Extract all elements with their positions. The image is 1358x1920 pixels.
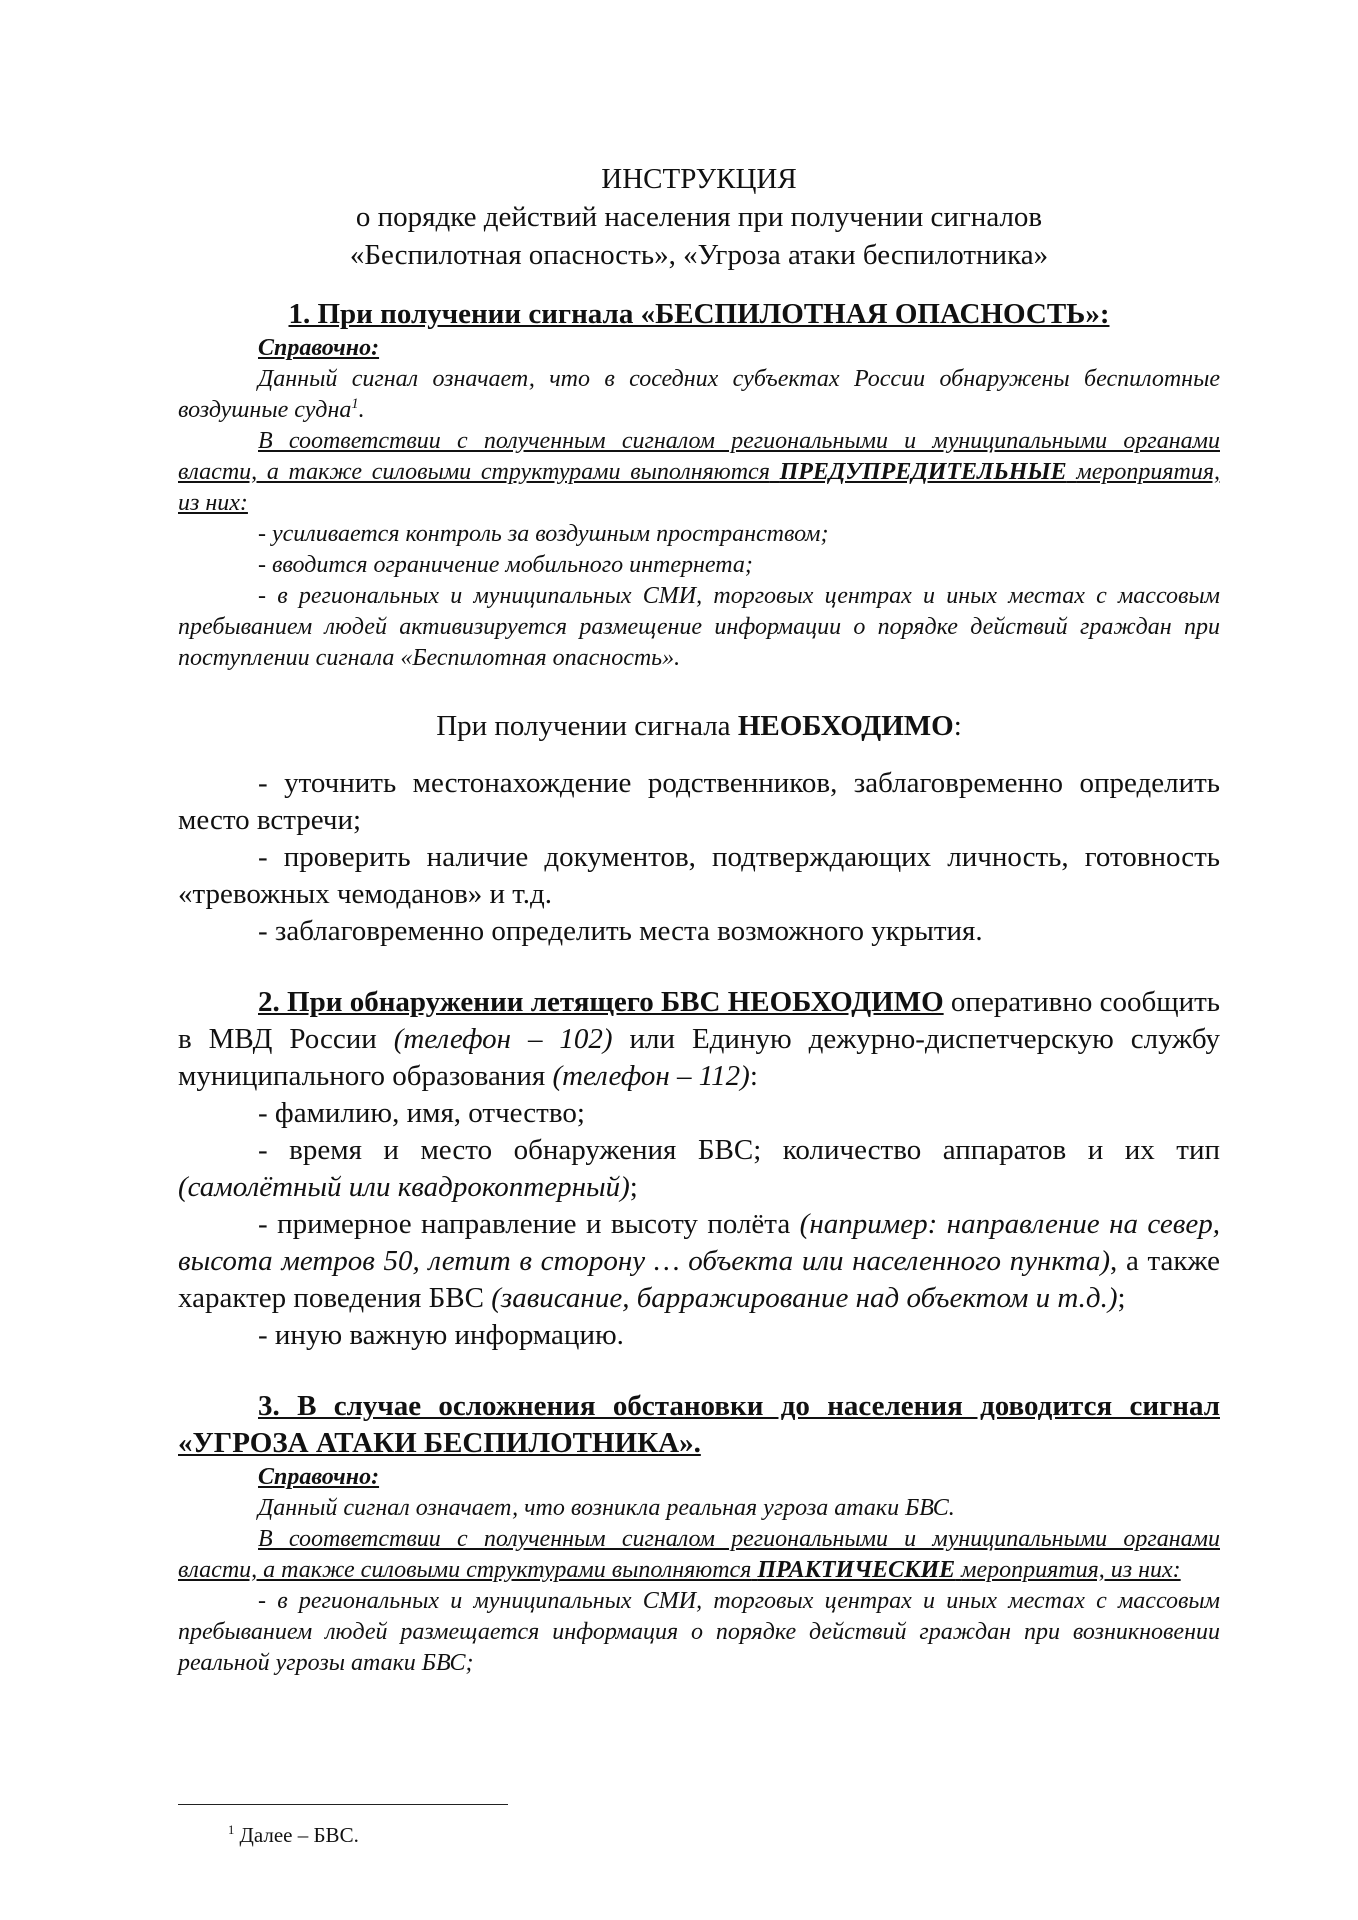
section-1-action-1: - уточнить местонахождение родственников, заблаговременно определить место встречи;	[178, 767, 1220, 836]
document-title	[178, 160, 1220, 274]
footnote-divider	[178, 1804, 508, 1805]
section-1-measure-3: - в региональных и муниципальных СМИ, торговых центрах и иных местах с массовым пребыванием людей активизируется размещение информации о порядке действий граждан при поступлении сигнала «Беспилотная опасность».	[178, 583, 1220, 671]
section-2-paragraph: 2. При обнаружении летящего БВС НЕОБХОДИМО оперативно сообщить в МВД России (телефон – 102) или Единую дежурно-диспетчерскую службу муниципального образования (телефон – 112):	[178, 986, 1220, 1092]
section-1-meaning: Данный сигнал означает, что в соседних субъектах России обнаружены беспилотные воздушные судна$^1$.	[178, 366, 1220, 423]
section-1-heading: 1. При получении сигнала «БЕСПИЛОТНАЯ ОПАСНОСТЬ»:	[288, 298, 1110, 330]
section-1-action-3: - заблаговременно определить места возможного укрытия.	[258, 915, 983, 947]
section-1-measures-intro: В соответствии с полученным сигналом региональными и муниципальными органами власти, а также силовыми структурами выполняются ПРЕДУПРЕДИТЕЛЬНЫЕ мероприятия, из них:	[178, 428, 1220, 516]
section-3-meaning: Данный сигнал означает, что возникла реальная угроза атаки БВС.	[258, 1495, 955, 1521]
section-3-ref-label: Справочно:	[258, 1464, 380, 1490]
section-2-item-2: - время и место обнаружения БВС; количество аппаратов и их тип (самолётный или квадрокоптерный);	[178, 1134, 1220, 1203]
document-page	[178, 160, 1220, 1679]
section-2-item-4: - иную важную информацию.	[258, 1319, 624, 1351]
section-3-measures-intro: В соответствии с полученным сигналом региональными и муниципальными органами власти, а также силовыми структурами выполняются ПРАКТИЧЕСКИЕ мероприятия, из них:	[178, 1526, 1220, 1583]
section-1-need-line: При получении сигнала НЕОБХОДИМО:	[436, 710, 962, 742]
section-1-measure-1: - усиливается контроль за воздушным пространством;	[258, 521, 829, 547]
title-line-2: о порядке действий населения при получении сигналов	[355, 201, 1043, 233]
section-2-item-1: - фамилию, имя, отчество;	[258, 1097, 585, 1129]
section-1-action-2: - проверить наличие документов, подтверждающих личность, готовность «тревожных чемоданов» и т.д.	[178, 841, 1220, 910]
section-1-measure-2: - вводится ограничение мобильного интернета;	[258, 552, 753, 578]
section-3-measure-1: - в региональных и муниципальных СМИ, торговых центрах и иных местах с массовым пребыванием людей размещается информация о порядке действий граждан при возникновении реальной угрозы атаки БВС;	[178, 1588, 1220, 1676]
title-line-3: «Беспилотная опасность», «Угроза атаки беспилотника»	[349, 239, 1049, 271]
footnote: $^1$ Далее – БВС.	[228, 1823, 359, 1847]
title-line-1: ИНСТРУКЦИЯ	[601, 163, 797, 195]
section-1-ref-label: Справочно:	[258, 335, 380, 361]
section-3-heading: 3. В случае осложнения обстановки до населения доводится сигнал «УГРОЗА АТАКИ БЕСПИЛОТНИКА».	[178, 1390, 1220, 1459]
section-2-item-3: - примерное направление и высоту полёта (например: направление на север, высота метров 50, летит в сторону … объекта или населенного пункта), а также характер поведения БВС (зависание, барражирование над объектом и т.д.);	[178, 1208, 1221, 1314]
section-2-heading: 2. При обнаружении летящего БВС НЕОБХОДИМО	[258, 986, 944, 1018]
